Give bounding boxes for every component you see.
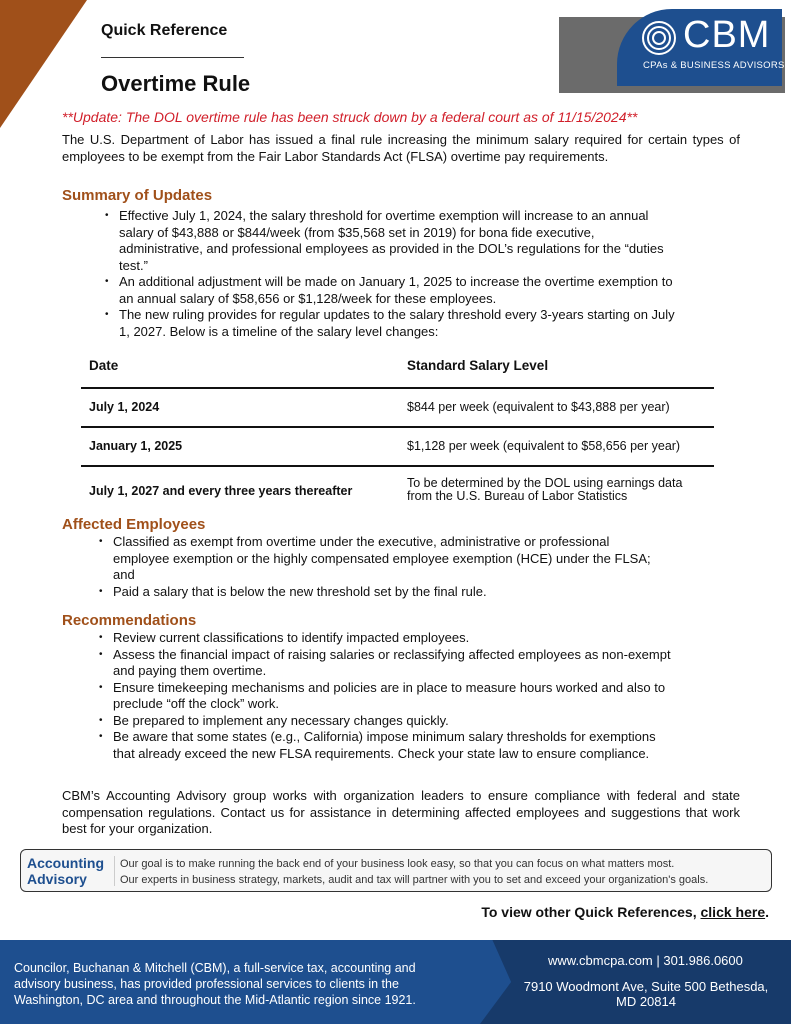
cell-date: January 1, 2025 <box>89 439 183 453</box>
cta-period: . <box>765 904 769 920</box>
intro-paragraph: The U.S. Department of Labor has issued a final rule increasing the minimum salary required for certain types of employees to be exempt from the Fair Labor Standards Act (FLSA) overtime pay requirements. <box>62 132 740 164</box>
table-row <box>81 389 714 428</box>
closing-paragraph: CBM’s Accounting Advisory group works with organization leaders to ensure compliance with federal and state compensation regulations. Contact us for assistance in determining affected employees and suggestions that work best for your organization. <box>62 788 740 836</box>
cell-date: July 1, 2024 <box>89 400 160 414</box>
cell-date: July 1, 2027 and every three years thereafter <box>89 484 353 498</box>
footer-about: Councilor, Buchanan & Mitchell (CBM), a full-service tax, accounting and advisory business, has provided professional services to clients in the Washington, DC area and throughout the Mid-Atlantic region since 1921. <box>14 961 416 1007</box>
page-footer <box>0 940 791 1024</box>
cell-level: $844 per week (equivalent to $43,888 per year) <box>407 400 670 414</box>
summary-list <box>101 208 681 340</box>
kicker-divider <box>101 57 244 58</box>
column-header-level: Standard Salary Level <box>407 358 549 373</box>
advisory-text-line: Our goal is to make running the back end of your business look easy, so that you can focus on what matters most. <box>120 858 675 870</box>
column-header-date: Date <box>89 358 119 373</box>
list-item: • Paid a salary that is below the new threshold set by the final rule. <box>95 584 665 601</box>
list-item: • Be prepared to implement any necessary changes quickly. <box>95 713 680 730</box>
advisory-label-line: Accounting <box>27 855 104 871</box>
advisory-text-line: Our experts in business strategy, markets, audit and tax will partner with you to set and exceed your organization's goals. <box>120 874 709 886</box>
list-item: • The new ruling provides for regular updates to the salary threshold every 3-years starting on July 1, 2027. Below is a timeline of the salary level changes: <box>101 307 681 340</box>
affected-heading: Affected Employees <box>62 516 206 533</box>
logo-mark: CBM <box>683 14 771 56</box>
list-item: • Review current classifications to identify impacted employees. <box>95 630 680 647</box>
recommendations-list <box>95 630 680 762</box>
cell-level-line: from the U.S. Bureau of Labor Statistics <box>407 489 628 503</box>
advisory-label-line: Advisory <box>27 871 87 887</box>
cta-text: To view other Quick References, <box>481 904 701 920</box>
callout-divider <box>114 856 115 886</box>
kicker-label: Quick Reference <box>101 22 228 39</box>
list-item: • Classified as exempt from overtime under the executive, administrative or professional employee exemption or the highly compensated employee exemption (HCE) under the FLSA; and <box>95 534 665 584</box>
affected-list <box>95 534 665 600</box>
salary-table <box>81 349 714 507</box>
table-header-row <box>81 349 714 389</box>
page-title: Overtime Rule <box>101 71 251 96</box>
list-item: • Effective July 1, 2024, the salary threshold for overtime exemption will increase to an annual salary of $43,888 or $844/week (from $35,568 set in 2019) for bona fide executive, administrative, and professional employees as provided in the DOL’s regulations for the “duties test.” <box>101 208 681 274</box>
cell-level: $1,128 per week (equivalent to $58,656 per year) <box>407 439 681 453</box>
recommendations-heading: Recommendations <box>62 612 197 629</box>
quick-references-cta <box>481 904 769 920</box>
click-here-link[interactable]: click here <box>700 904 766 920</box>
footer-address: 7910 Woodmont Ave, Suite 500 Bethesda, MD 20814 <box>523 979 769 1009</box>
cell-level <box>407 477 682 503</box>
list-item: • Ensure timekeeping mechanisms and policies are in place to measure hours worked and also to preclude “off the clock” work. <box>95 680 680 713</box>
list-item: • Assess the financial impact of raising salaries or reclassifying affected employees as non-exempt and paying them overtime. <box>95 647 680 680</box>
logo-swirl-icon <box>641 20 677 56</box>
cell-level-line: To be determined by the DOL using earnings data <box>407 476 683 490</box>
summary-heading: Summary of Updates <box>62 187 213 204</box>
table-row <box>81 467 714 507</box>
advisory-text <box>120 856 708 888</box>
update-notice: **Update: The DOL overtime rule has been struck down by a federal court as of 11/15/2024** <box>62 109 638 125</box>
table-row <box>81 428 714 467</box>
list-item: • Be aware that some states (e.g., California) impose minimum salary thresholds for exemptions that already exceed the new FLSA requirements. Check your state law to ensure compliance. <box>95 729 680 762</box>
advisory-callout <box>20 849 772 892</box>
logo-tagline: CPAs & BUSINESS ADVISORS <box>643 60 785 71</box>
advisory-label <box>27 855 104 887</box>
footer-website-phone[interactable]: www.cbmcpa.com | 301.986.0600 <box>548 953 743 968</box>
list-item: • An additional adjustment will be made on January 1, 2025 to increase the overtime exemption to an annual salary of $58,656 or $1,128/week for these employees. <box>101 274 681 307</box>
